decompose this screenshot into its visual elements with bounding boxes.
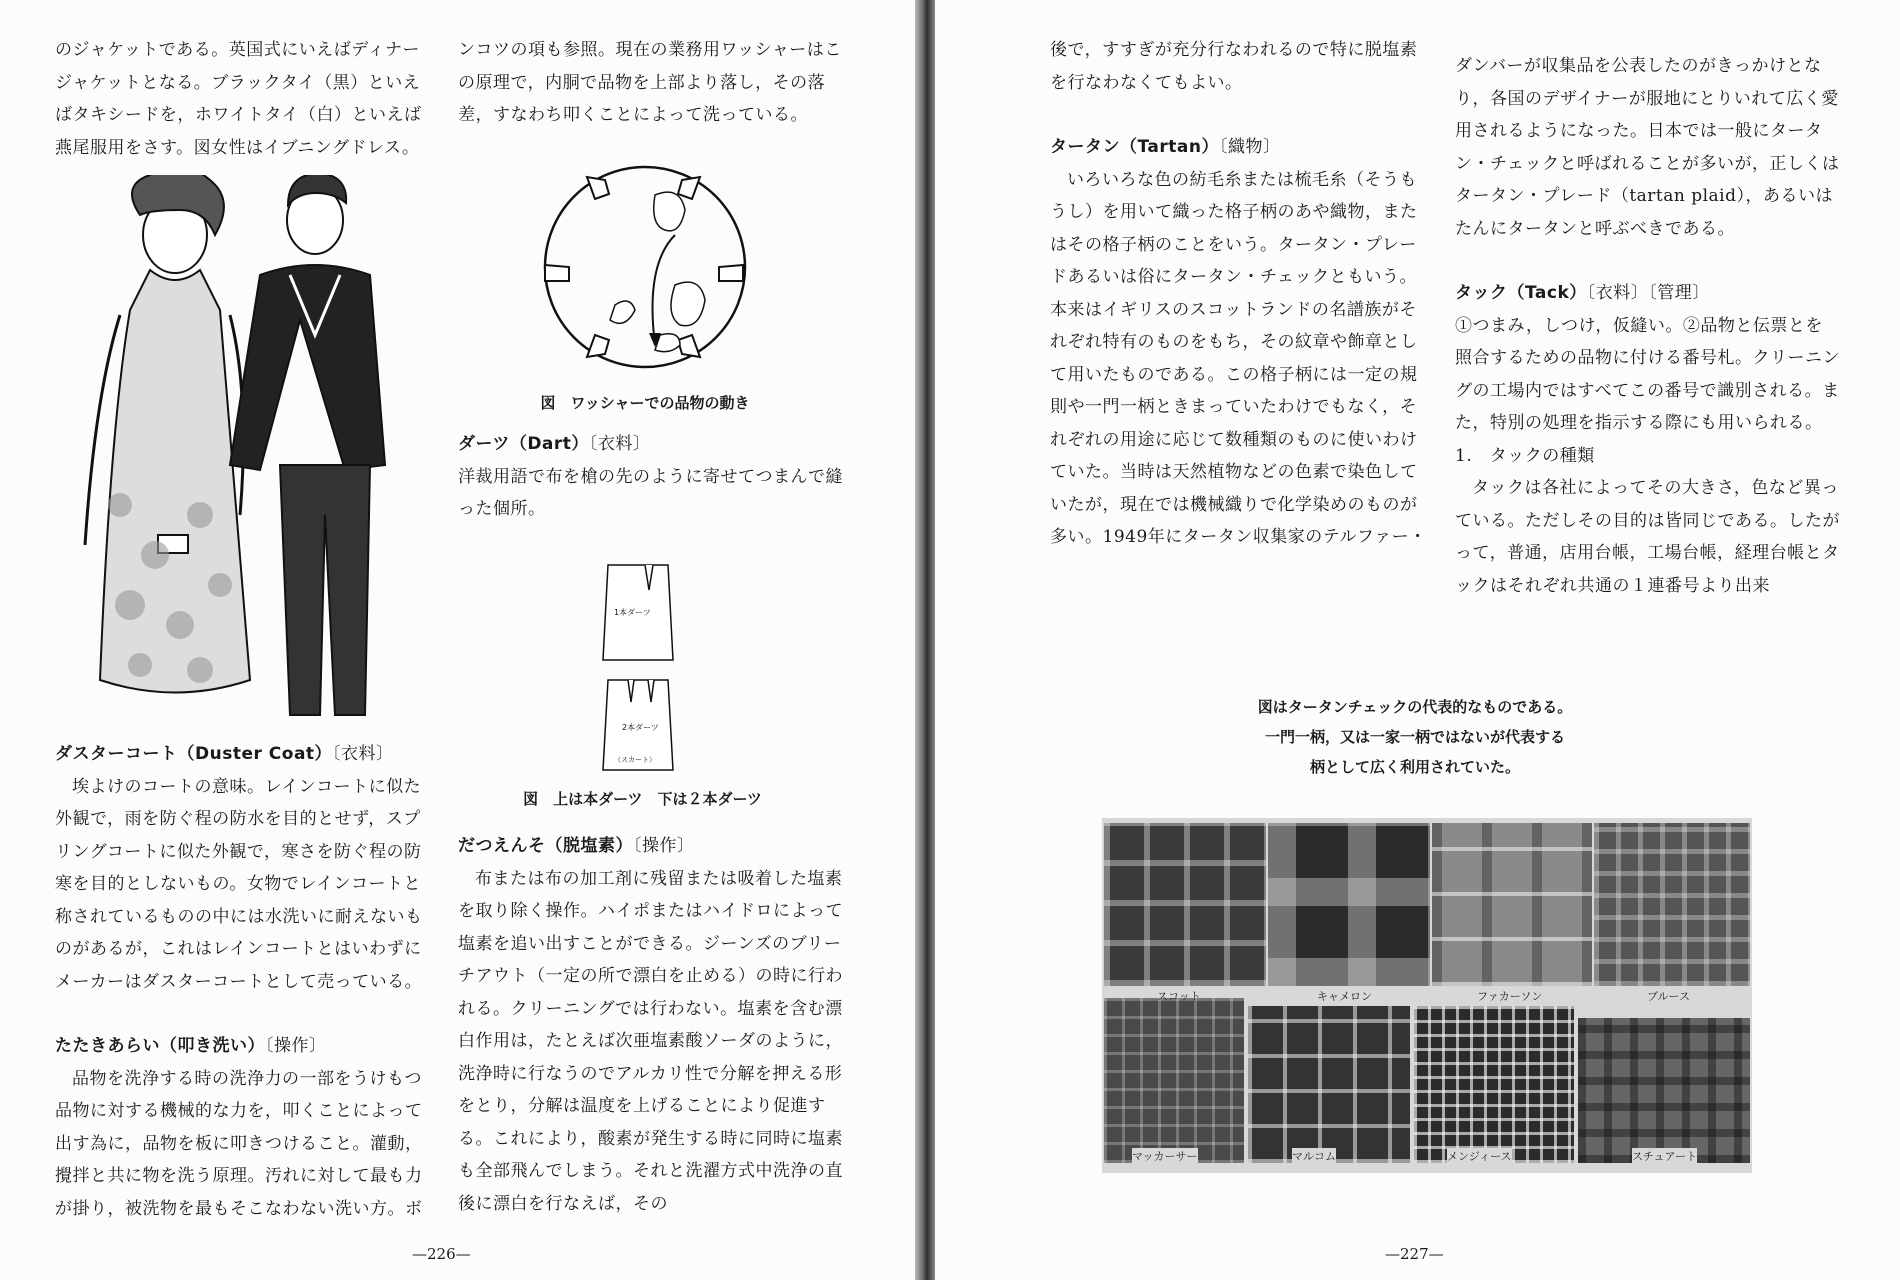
swatch-label-5: マッカーサー — [1132, 1150, 1198, 1163]
swatch-label-7: メンジィース — [1447, 1150, 1512, 1163]
datsuenso-body: 布または布の加工剤に残留または吸着した塩素を取り除く操作。ハイポまたはハイドロによって塩素を追い出すことができる。ジーンズのブリーチアウト（一定の所で漂白を止める）の時に行われる。クリーニングでは行わない。塩素を含む漂白作用は，たとえば次亜塩素酸ソーダのように，洗浄時に行なうのでアルカリ性で分解を押える形をとり，分解は温度を上げることにより促進する。これにより，酸素が発生する時に同時に塩素も全部飛んでしまう。それと洗濯方式中洗浄の直後に漂白を行なえば，その — [458, 868, 843, 1214]
swatch-label-3: ファカーソン — [1477, 990, 1543, 1003]
tartan-swatch-3 — [1432, 823, 1592, 986]
swatch-label-6: マルコム — [1292, 1150, 1336, 1163]
datsuenso-continuation: 後で，すすぎが充分行なわれるので特に脱塩素を行なわなくてもよい。 — [1050, 40, 1418, 93]
tack-heading: タック（Tack）〔衣料〕〔管理〕 — [1455, 283, 1710, 303]
skirt-sub-label: （スカート） — [614, 756, 656, 764]
duster-coat-body: 埃よけのコートの意味。レインコートに似た外観で，雨を防ぐ程の防水を目的とせず，スプリングコートに似た外観で，寒さを防ぐ程の防寒を目的としないもの。女物でレインコートと称されているものの中には水洗いに耐えないものがあるが，これはレインコートとはいわずにメーカーはダスターコートとして売っている。 — [55, 776, 423, 992]
dart-heading: ダーツ（Dart）〔衣料〕 — [458, 434, 651, 454]
tartan-swatch-7 — [1414, 1006, 1574, 1163]
datsuenso-section — [458, 830, 843, 1220]
tartan-swatch-4 — [1594, 823, 1750, 986]
swatch-label-8: スチュアート — [1632, 1150, 1698, 1163]
left-column-2 — [458, 34, 843, 132]
formalwear-illustration — [60, 175, 430, 720]
dart-skirt-diagrams — [600, 560, 690, 775]
duster-coat-heading: ダスターコート（Duster Coat）〔衣料〕 — [55, 744, 394, 764]
dart-section — [458, 428, 843, 526]
tack-body: ①つまみ，しつけ，仮縫い。②品物と伝票とを照合するための品物に付ける番号札。クリーニングの工場内ではすべてこの番号で識別される。また，特別の処理を指示する際にも用いられる。 — [1455, 315, 1840, 433]
tartan-heading: タータン（Tartan）〔織物〕 — [1050, 137, 1281, 157]
datsuenso-heading: だつえんそ（脱塩素）〔操作〕 — [458, 836, 695, 856]
tartan-swatch-5 — [1104, 998, 1244, 1163]
dart-body: 洋裁用語で布を槍の先のように寄せてつまんで縫った個所。 — [458, 466, 843, 519]
tartan-swatch-2 — [1268, 823, 1430, 986]
single-dart-label: 1本ダーツ — [614, 608, 651, 617]
right-page-number: —227— — [1385, 1245, 1444, 1263]
swatch-label-4: ブルース — [1647, 990, 1691, 1003]
left-column-1 — [55, 34, 435, 164]
double-dart-label: 2本ダーツ — [622, 723, 659, 732]
right-column-1 — [1050, 34, 1430, 554]
dart-caption: 図 上は本ダーツ 下は２本ダーツ — [523, 790, 762, 808]
intro-paragraph: のジャケットである。英国式にいえばディナージャケットとなる。ブラックタイ（黒）といえばタキシードを，ホワイトタイ（白）といえば燕尾服用をさす。図女性はイブニングドレス。 — [55, 40, 422, 158]
tataki-body: 品物を洗浄する時の洗浄力の一部をうけもつ品物に対する機械的な力を，叩くことによって出す為に，品物を板に叩きつけること。灌動，攪拌と共に物を洗う原理。汚れに対して最も力が掛り，被洗物を最もそこなわない洗い方。ボ — [55, 1068, 423, 1219]
left-column-1-lower — [55, 738, 435, 1225]
tartan-continuation: ダンバーが収集品を公表したのがきっかけとなり，各国のデザイナーが服地にとりいれて広く愛用されるようになった。日本では一般にタータン・チェックと呼ばれることが多いが，正しくはタータン・プレード（tartan plaid），あるいはたんにタータンと呼ぶべきである。 — [1455, 56, 1840, 239]
right-page — [935, 0, 1900, 1280]
tartan-swatch-8 — [1578, 1018, 1750, 1163]
swatch-label-1: スコット — [1157, 990, 1201, 1003]
tataki-heading: たたきあらい（叩き洗い）〔操作〕 — [55, 1036, 327, 1056]
washer-diagram — [525, 155, 765, 380]
right-column-2 — [1455, 50, 1840, 602]
tartan-caption: 図はタータンチェックの代表的なものである。 一門一柄，又は一家一柄ではないが代表する 柄として広く利用されていた。 — [1257, 698, 1573, 776]
tartan-swatch-1 — [1104, 823, 1266, 986]
tartan-swatch-grid — [1102, 818, 1752, 1173]
tartan-body: いろいろな色の紡毛糸または梳毛糸（そうもうし）を用いて織った格子柄のあや織物，またはその格子柄のことをいう。タータン・プレードあるいは俗にタータン・チェックともいう。本来はイギリスのスコットランドの名譜族がそれぞれ特有のものをもち，その紋章や飾章として用いたものである。この格子柄には一定の規則や一門一柄ときまっていたわけでもなく，それぞれの用途に応じて数種類のものに使いわけていた。当時は天然植物などの色素で染色していたが，現在では機械織りで化学染めのものが多い。1949年にタータン収集家のテルファー・ — [1050, 169, 1427, 547]
washer-caption: 図 ワッシャーでの品物の動き — [540, 394, 750, 412]
tack-subheading: 1. タックの種類 — [1455, 445, 1595, 466]
left-page — [0, 0, 915, 1280]
swatch-label-2: キャメロン — [1317, 990, 1372, 1003]
tartan-swatch-6 — [1248, 1006, 1410, 1163]
left-page-number: —226— — [412, 1245, 471, 1263]
tack-sub-body: タックは各社によってその大きさ，色など異っている。ただしその目的は皆同じである。したがって，普通，店用台帳，工場台帳，経理台帳とタックはそれぞれ共通の１連番号より出来 — [1455, 478, 1840, 596]
washer-intro-paragraph: ンコツの項も参照。現在の業務用ワッシャーはこの原理で，内胴で品物を上部より落し，その落差，すなわち叩くことによって洗っている。 — [458, 40, 842, 125]
